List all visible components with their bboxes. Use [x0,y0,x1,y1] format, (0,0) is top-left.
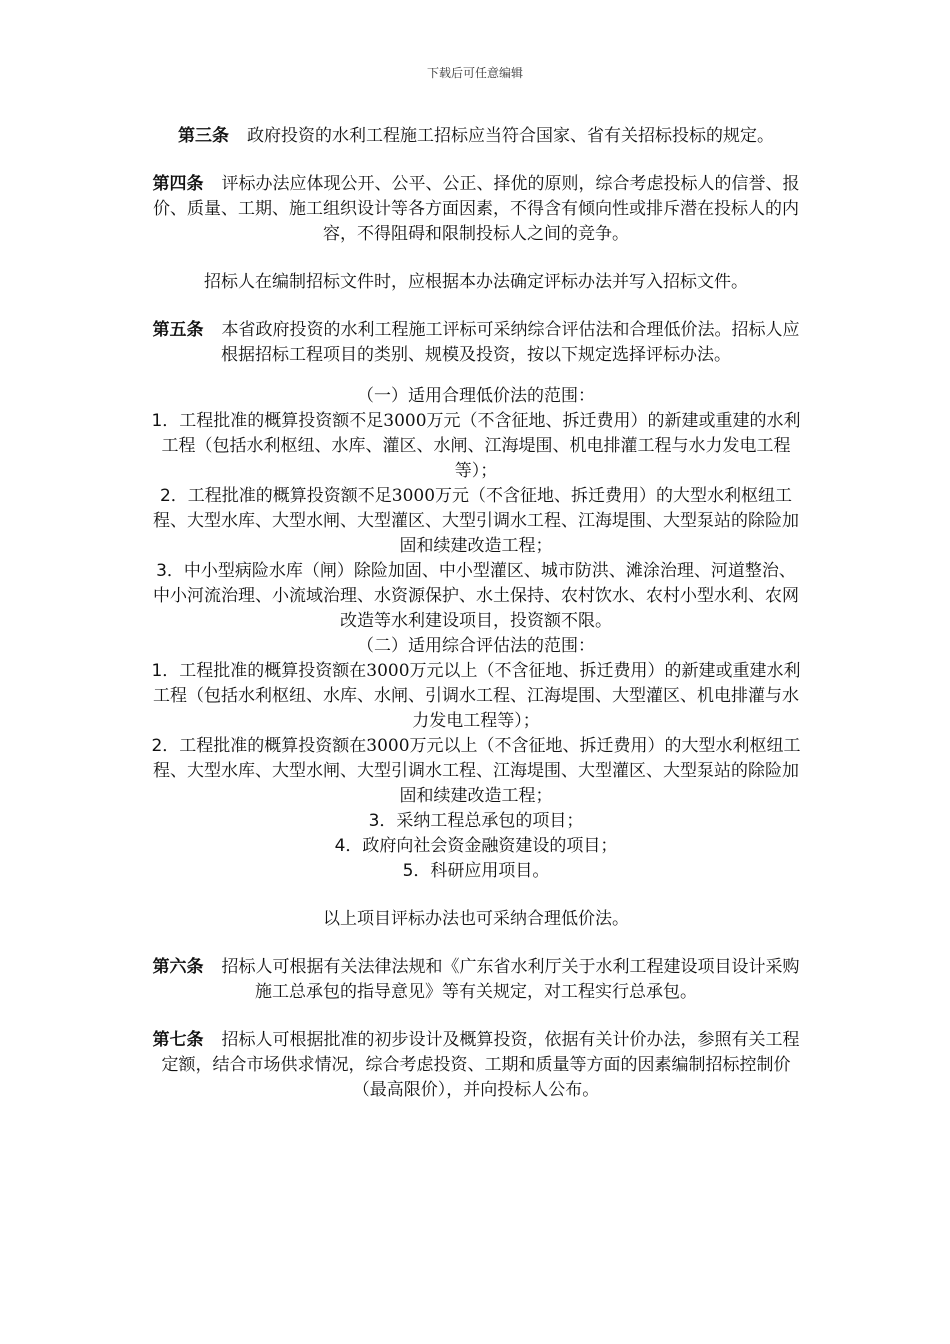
article-5-text: 本省政府投资的水利工程施工评标可采纳综合评估法和合理低价法。招标人应根据招标工程项目的类别、规模及投资，按以下规定选择评标办法。 [221,320,800,365]
article-6-text: 招标人可根据有关法律法规和《广东省水利厅关于水利工程建设项目设计采购施工总承包的指导意见》等有关规定，对工程实行总承包。 [221,957,800,1002]
section-1-item: 2．工程批准的概算投资额不足3000万元（不含征地、拆迁费用）的大型水利枢纽工程、大型水库、大型水闸、大型灌区、大型引调水工程、江海堤围、大型泵站的除险加固和续建改造工程； [153,486,799,556]
page-header-note: 下载后可任意编辑 [426,66,523,80]
section-1-title: （一）适用合理低价法的范围： [357,386,595,406]
article-7-text: 招标人可根据批准的初步设计及概算投资，依据有关计价办法，参照有关工程定额，结合市场供求情况，综合考虑投资、工期和质量等方面的因素编制招标控制价（最高限价），并向投标人公布。 [161,1030,800,1100]
article-4-heading: 第四条 [152,174,204,194]
article-6-heading: 第六条 [152,957,204,977]
section-2-item: 1．工程批准的概算投资额在3000万元以上（不含征地、拆迁费用）的新建或重建水利工程（包括水利枢纽、水库、水闸、引调水工程、江海堤围、大型灌区、机电排灌与水力发电工程等）； [151,661,801,731]
section-2-item: 5．科研应用项目。 [402,861,550,881]
section-2-item: 3．采纳工程总承包的项目； [368,811,584,831]
article-4-para2: 招标人在编制招标文件时，应根据本办法确定评标办法并写入招标文件。 [204,272,748,292]
article-6 [150,955,802,1005]
section-1-item: 1．工程批准的概算投资额不足3000万元（不含征地、拆迁费用）的新建或重建的水利工程（包括水利枢纽、水库、灌区、水闸、江海堤围、机电排灌工程与水力发电工程等）； [151,411,801,481]
article-7 [150,1028,802,1103]
article-4 [150,172,802,247]
article-4-text: 评标办法应体现公开、公平、公正、择优的原则，综合考虑投标人的信誉、报价、质量、工期、施工组织设计等各方面因素，不得含有倾向性或排斥潜在投标人的内容，不得阻碍和限制投标人之间的竞争。 [153,174,800,244]
article-7-heading: 第七条 [152,1030,204,1050]
article-3 [150,124,802,149]
article-5-heading: 第五条 [152,320,204,340]
section-2-item: 4．政府向社会资金融资建设的项目； [334,836,618,856]
article-3-text: 政府投资的水利工程施工招标应当符合国家、省有关招标投标的规定。 [247,126,774,146]
document-body [150,124,802,1103]
article-5 [150,318,802,368]
article-3-heading: 第三条 [178,126,229,146]
section-2-item: 2．工程批准的概算投资额在3000万元以上（不含征地、拆迁费用）的大型水利枢纽工程、大型水库、大型水闸、大型引调水工程、江海堤围、大型灌区、大型泵站的除险加固和续建改造工程； [151,736,801,806]
article-5-note: 以上项目评标办法也可采纳合理低价法。 [323,909,629,929]
section-1-item: 3．中小型病险水库（闸）除险加固、中小型灌区、城市防洪、滩涂治理、河道整治、中小河流治理、小流域治理、水资源保护、水土保持、农村饮水、农村小型水利、农网改造等水利建设项目，投资额不限。 [153,561,799,631]
section-2-title: （二）适用综合评估法的范围： [357,636,595,656]
